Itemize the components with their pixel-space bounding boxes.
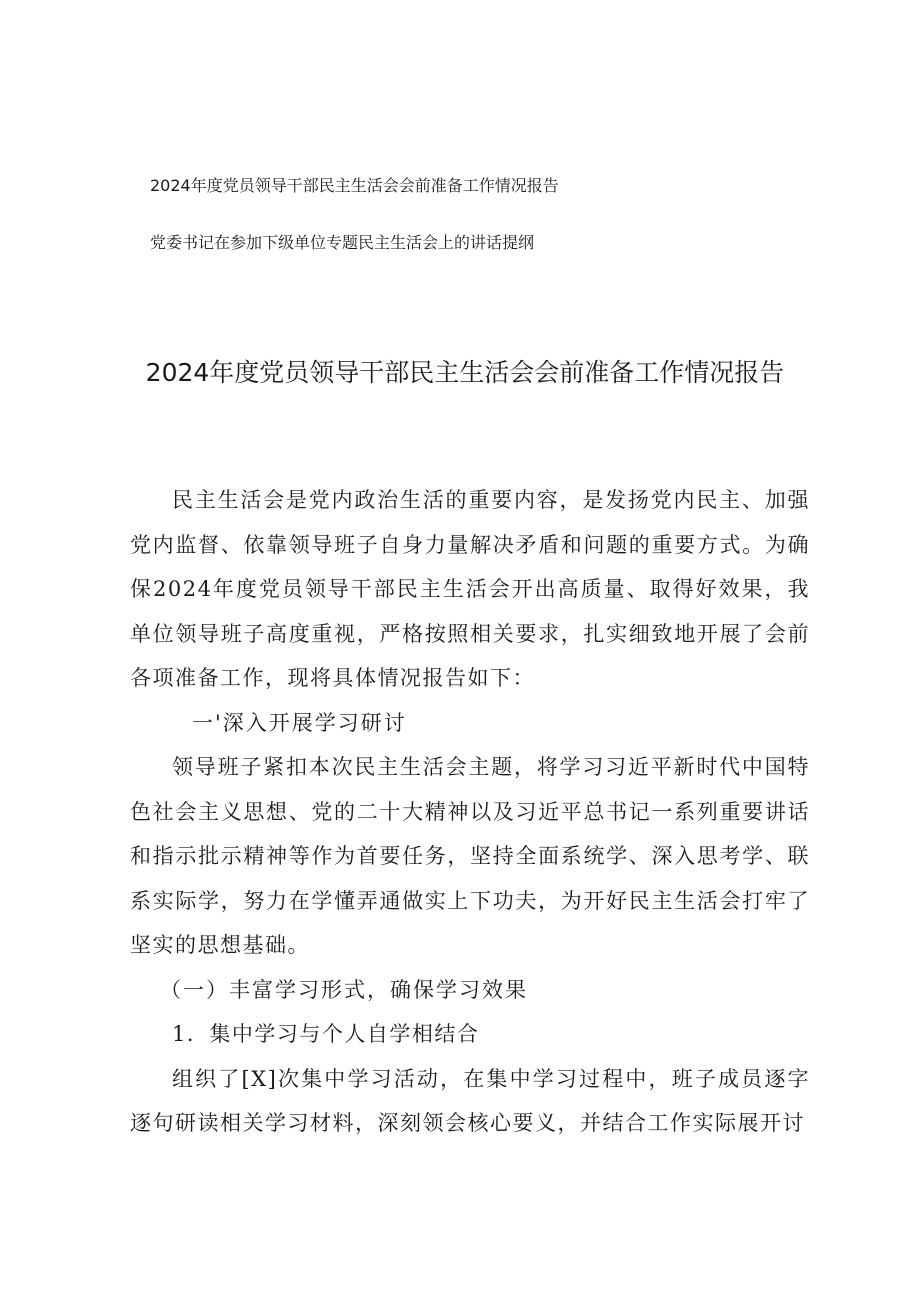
toc-item-speech-outline[interactable]: 党委书记在参加下级单位专题民主生活会上的讲话提纲 [150, 233, 535, 252]
section-heading-1: 一'深入开展学习研讨 [192, 710, 407, 735]
toc-item-report[interactable]: 2024年度党员领导干部民主生活会会前准备工作情况报告 [150, 176, 559, 195]
document-title: 2024年度党员领导干部民主生活会会前准备工作情况报告 [145, 358, 785, 387]
study-paragraph: 领导班子紧扣本次民主生活会主题，将学习习近平新时代中国特色社会主义思想、党的二十大精神以及习近平总书记一系列重要讲话和指示批示精神等作为首要任务，坚持全面系统学、深入思考学、联系实际学，努力在学懂弄通做实上下功夫，为开好民主生活会打牢了坚实的思想基础。 [130, 755, 810, 957]
item-heading-1: 1．集中学习与个人自学相结合 [172, 1022, 480, 1046]
collective-study-paragraph: 组织了[X]次集中学习活动，在集中学习过程中，班子成员逐字逐句研读相关学习材料，深刻领会核心要义，并结合工作实际展开讨 [130, 1066, 810, 1135]
document-body [130, 478, 810, 1146]
intro-paragraph: 民主生活会是党内政治生活的重要内容，是发扬党内民主、加强党内监督、依靠领导班子自身力量解决矛盾和问题的重要方式。为确保2024年度党员领导干部民主生活会开出高质量、取得好效果，我单位领导班子高度重视，严格按照相关要求，扎实细致地开展了会前各项准备工作，现将具体情况报告如下： [130, 488, 810, 690]
subsection-heading-1: （一）丰富学习形式，确保学习效果 [160, 977, 528, 1002]
